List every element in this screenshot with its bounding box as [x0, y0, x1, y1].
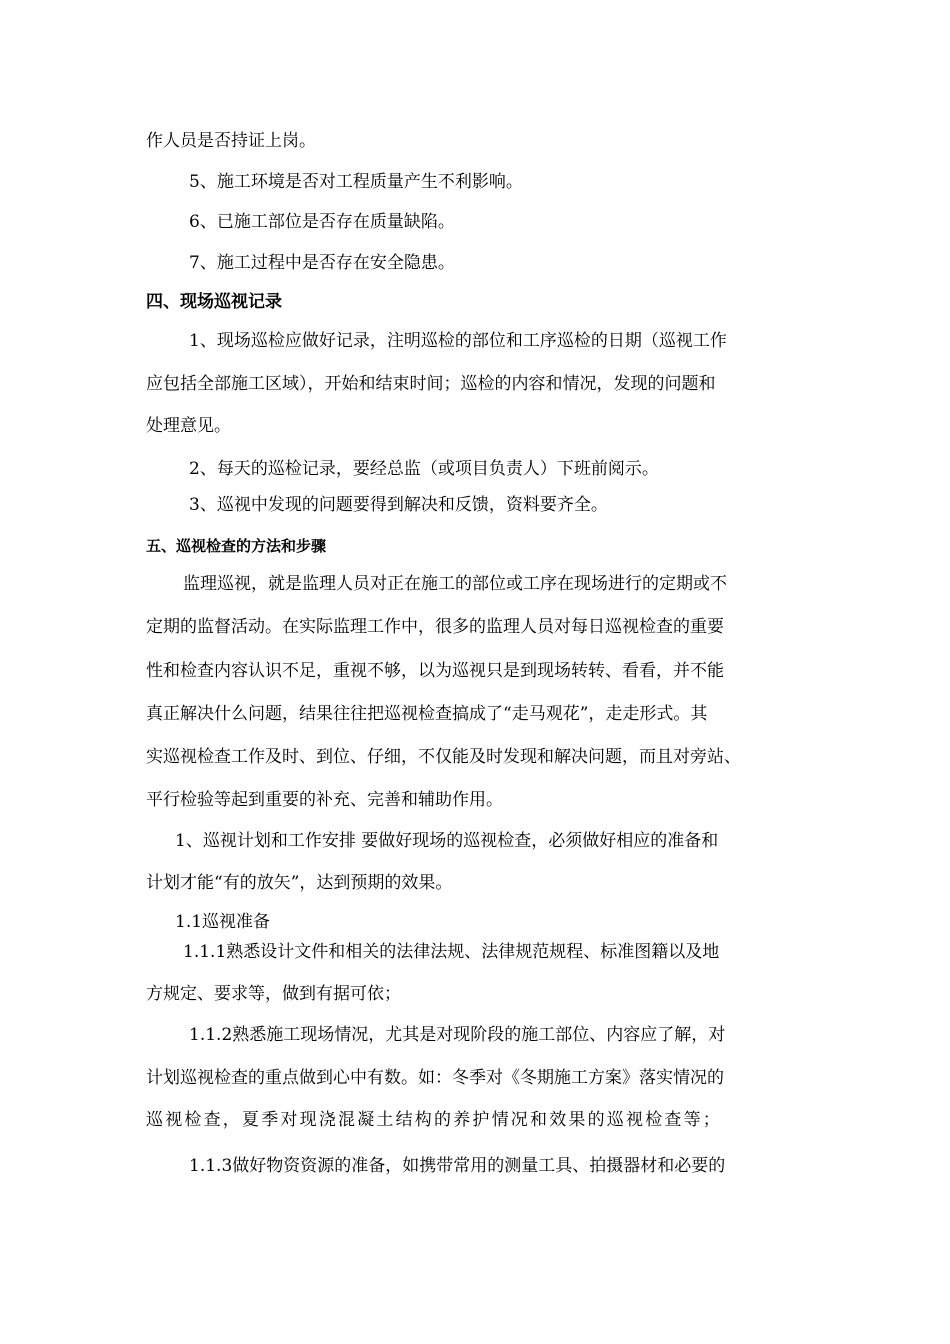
list-item-7: 7、施工过程中是否存在安全隐患。 — [189, 253, 455, 273]
plan-item-1: 1、巡视计划和工作安排 要做好现场的巡视检查，必须做好相应的准备和 — [175, 831, 719, 851]
paragraph-line: 计划巡视检查的重点做到心中有数。如：冬季对《冬期施工方案》落实情况的 — [146, 1068, 724, 1088]
paragraph-line: 真正解决什么问题，结果往往把巡视检查搞成了“走马观花”，走走形式。其 — [146, 704, 708, 724]
paragraph-line: 性和检查内容认识不足，重视不够，以为巡视只是到现场转转、看看，并不能 — [146, 661, 724, 681]
paragraph-line: 实巡视检查工作及时、到位、仔细，不仅能及时发现和解决问题，而且对旁站、 — [146, 747, 741, 767]
record-item-3: 3、巡视中发现的问题要得到解决和反馈，资料要齐全。 — [189, 495, 608, 515]
record-item-1: 1、现场巡检应做好记录，注明巡检的部位和工序巡检的日期（巡视工作 — [189, 331, 727, 351]
paragraph-line: 处理意见。 — [146, 416, 231, 436]
paragraph-line: 监理巡视，就是监理人员对正在施工的部位或工序在现场进行的定期或不 — [183, 574, 727, 594]
paragraph-line: 定期的监督活动。在实际监理工作中，很多的监理人员对每日巡视检查的重要 — [146, 617, 724, 637]
paragraph-line: 计划才能“有的放矢”，达到预期的效果。 — [146, 873, 453, 893]
list-item-6: 6、已施工部位是否存在质量缺陷。 — [189, 212, 455, 232]
item-1-1-2: 1.1.2熟悉施工现场情况，尤其是对现阶段的施工部位、内容应了解，对 — [189, 1025, 726, 1045]
item-1-1-3: 1.1.3做好物资资源的准备，如携带常用的测量工具、拍摄器材和必要的 — [189, 1156, 726, 1176]
paragraph-line: 应包括全部施工区域），开始和结束时间；巡检的内容和情况，发现的问题和 — [146, 374, 716, 394]
paragraph-line: 作人员是否持证上岗。 — [146, 131, 316, 151]
section-heading-4: 四、现场巡视记录 — [146, 292, 282, 312]
record-item-2: 2、每天的巡检记录，要经总监（或项目负责人）下班前阅示。 — [189, 459, 659, 479]
paragraph-line: 巡视检查，夏季对现浇混凝土结构的养护情况和效果的巡视检查等； — [146, 1110, 722, 1130]
paragraph-line: 平行检验等起到重要的补充、完善和辅助作用。 — [146, 790, 503, 810]
subheading-1-1: 1.1巡视准备 — [175, 912, 271, 932]
item-1-1-1: 1.1.1熟悉设计文件和相关的法律法规、法律规范规程、标准图籍以及地 — [183, 942, 720, 962]
paragraph-line: 方规定、要求等，做到有据可依； — [146, 984, 401, 1004]
section-heading-5: 五、巡视检查的方法和步骤 — [146, 537, 327, 555]
list-item-5: 5、施工环境是否对工程质量产生不利影响。 — [189, 172, 523, 192]
